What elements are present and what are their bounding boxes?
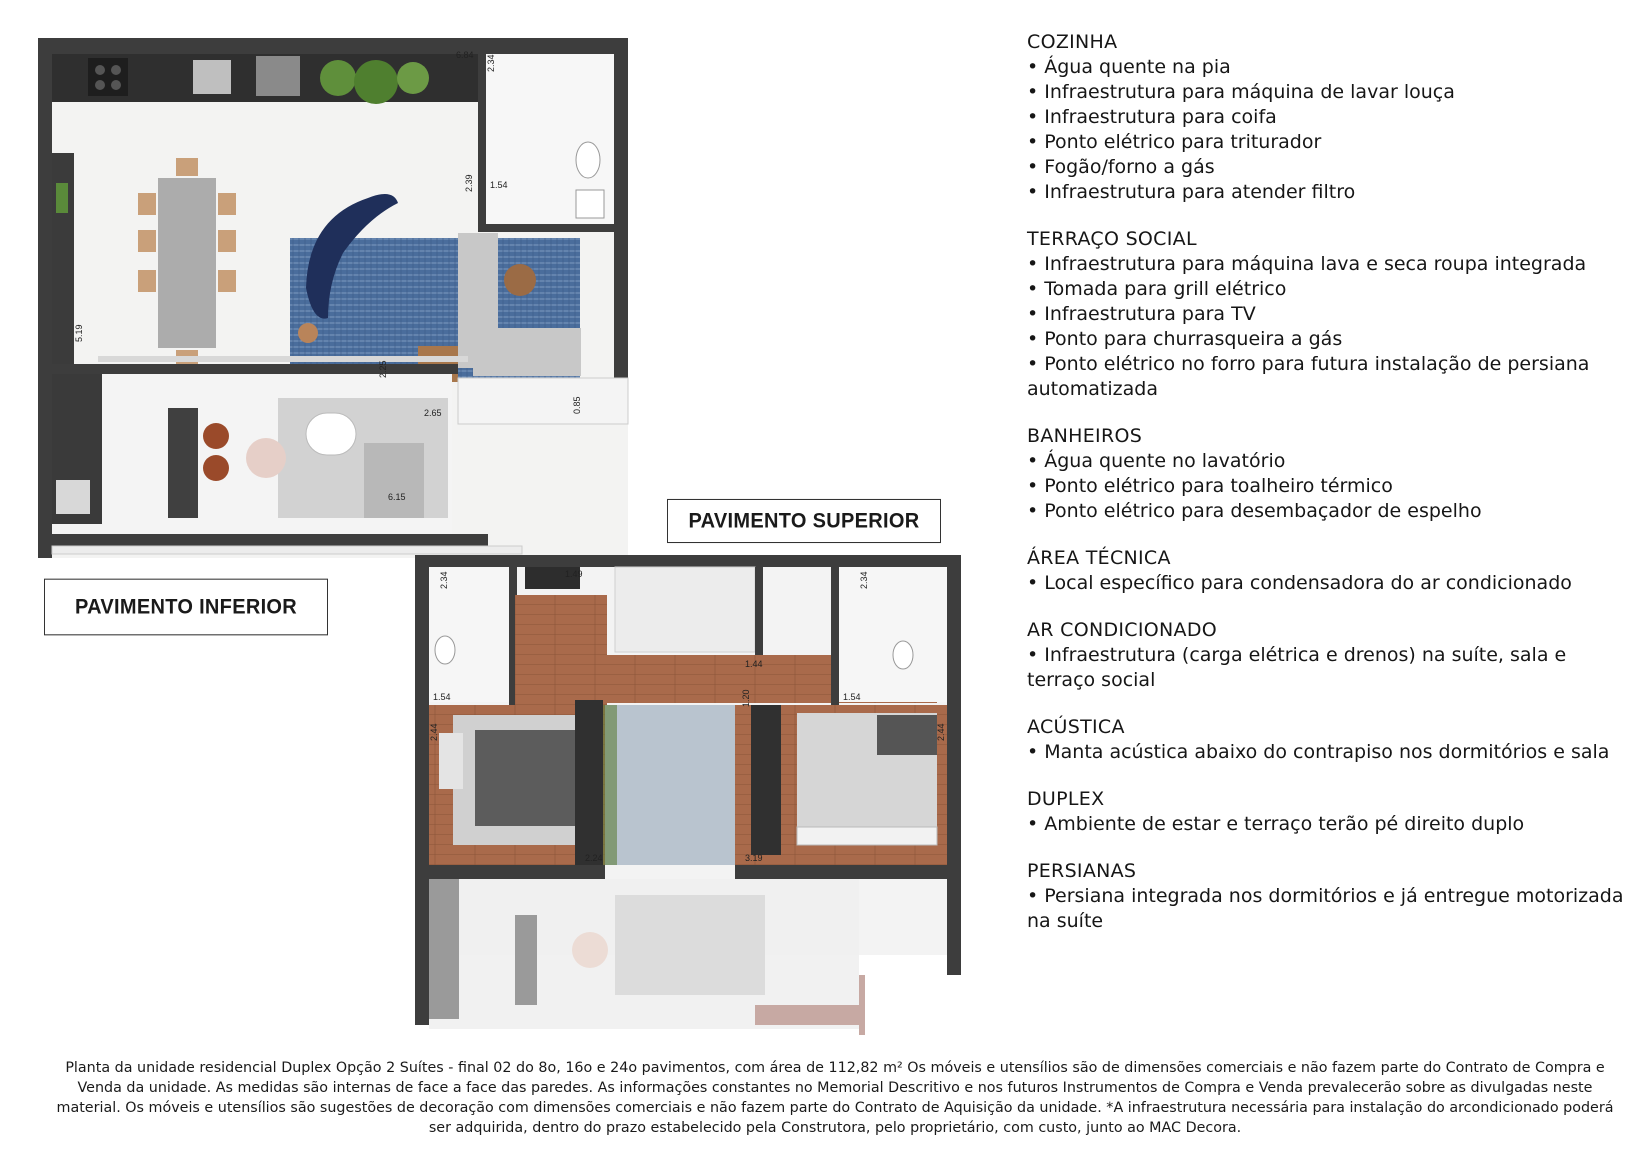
- feature-item: • Ponto elétrico para triturador: [1027, 131, 1322, 153]
- footnote: Planta da unidade residencial Duplex Opção 2 Suítes - final 02 do 8o, 16o e 24o pavimentos, com área de 112,82 m² Os móveis e utensílios são de dimensões comerciais e não fazem parte do Contrato de Compra e Venda da unidade. As medidas são internas de face a face das paredes. As informações constantes no Memorial Descritivo e nos futuros Instrumentos de Compra e Venda prevalecerão sobre as divulgadas neste material. Os móveis e utensílios são sugestões de decoração com dimensões comerciais e não fazem parte do Contrato de Aquisição da unidade. *A infraestrutura necessária para instalação do arcondicionado poderá ser adquirida, dentro do prazo estabelecido pela Construtora, pelo proprietário, com custo, junto ao MAC Decora.: [56, 1060, 1614, 1136]
- feature-item: • Infraestrutura (carga elétrica e drenos) na suíte, sala e terraço social: [1027, 644, 1567, 691]
- feature-item: • Ponto elétrico no forro para futura instalação de persiana automatizada: [1027, 353, 1590, 400]
- section-title: TERRAÇO SOCIAL: [1027, 228, 1197, 250]
- section-ar-condicionado: [1027, 618, 1627, 693]
- dim-lower-4: 5.19: [74, 324, 84, 342]
- feature-item: • Manta acústica abaixo do contrapiso nos dormitórios e sala: [1027, 741, 1610, 763]
- features-panel: [1027, 30, 1627, 956]
- dim-upper-10: 3.19: [745, 853, 763, 863]
- feature-item: • Ponto para churrasqueira a gás: [1027, 328, 1343, 350]
- dim-upper-0: 2.34: [439, 571, 449, 589]
- feature-item: • Persiana integrada nos dormitórios e já entregue motorizada na suíte: [1027, 885, 1624, 932]
- feature-item: • Local específico para condensadora do ar condicionado: [1027, 572, 1572, 594]
- dim-upper-8: 2.44: [936, 723, 946, 741]
- dim-upper-6: 1.20: [741, 689, 751, 707]
- section-persianas: [1027, 859, 1627, 934]
- dim-upper-4: 1.54: [843, 692, 861, 702]
- feature-item: • Ambiente de estar e terraço terão pé direito duplo: [1027, 813, 1525, 835]
- feature-item: • Água quente no lavatório: [1027, 450, 1286, 472]
- feature-item: • Infraestrutura para atender filtro: [1027, 181, 1356, 203]
- section-title: BANHEIROS: [1027, 425, 1143, 447]
- section-title: DUPLEX: [1027, 788, 1105, 810]
- upper-floor-label: PAVIMENTO SUPERIOR: [667, 499, 941, 543]
- dim-upper-3: 2.34: [859, 571, 869, 589]
- dim-lower-2: 2.39: [464, 174, 474, 192]
- dim-upper-2: 1.54: [433, 692, 451, 702]
- section-terraco-social: [1027, 227, 1627, 402]
- feature-item: • Água quente na pia: [1027, 56, 1231, 78]
- upper-floor-plan: [415, 555, 975, 1035]
- dim-upper-9: 2.24: [585, 853, 603, 863]
- dim-lower-5: 2.25: [378, 360, 388, 378]
- feature-item: • Infraestrutura para coifa: [1027, 106, 1277, 128]
- section-acustica: [1027, 715, 1627, 765]
- feature-item: • Fogão/forno a gás: [1027, 156, 1215, 178]
- lower-floor-plan: [38, 38, 678, 608]
- section-title: COZINHA: [1027, 31, 1118, 53]
- section-cozinha: [1027, 30, 1627, 205]
- dim-lower-8: 6.15: [388, 492, 406, 502]
- section-banheiros: [1027, 424, 1627, 524]
- section-duplex: [1027, 787, 1627, 837]
- feature-item: • Infraestrutura para TV: [1027, 303, 1256, 325]
- feature-item: • Tomada para grill elétrico: [1027, 278, 1287, 300]
- dim-upper-5: 1.44: [745, 659, 763, 669]
- dim-lower-7: 0.85: [572, 396, 582, 414]
- dim-lower-0: 6.84: [456, 50, 474, 60]
- feature-item: • Ponto elétrico para desembaçador de espelho: [1027, 500, 1482, 522]
- feature-item: • Ponto elétrico para toalheiro térmico: [1027, 475, 1393, 497]
- section-title: ACÚSTICA: [1027, 716, 1125, 738]
- section-area-tecnica: [1027, 546, 1627, 596]
- feature-item: • Infraestrutura para máquina lava e seca roupa integrada: [1027, 253, 1587, 275]
- lower-floor-label: PAVIMENTO INFERIOR: [44, 579, 328, 636]
- section-title: AR CONDICIONADO: [1027, 619, 1218, 641]
- dim-lower-1: 2.34: [486, 54, 496, 72]
- dim-upper-7: 2.44: [429, 723, 439, 741]
- dim-lower-3: 1.54: [490, 180, 508, 190]
- section-title: ÁREA TÉCNICA: [1027, 547, 1171, 569]
- section-title: PERSIANAS: [1027, 860, 1137, 882]
- dim-upper-1: 1.49: [565, 569, 583, 579]
- dim-lower-6: 2.65: [424, 408, 442, 418]
- feature-item: • Infraestrutura para máquina de lavar louça: [1027, 81, 1455, 103]
